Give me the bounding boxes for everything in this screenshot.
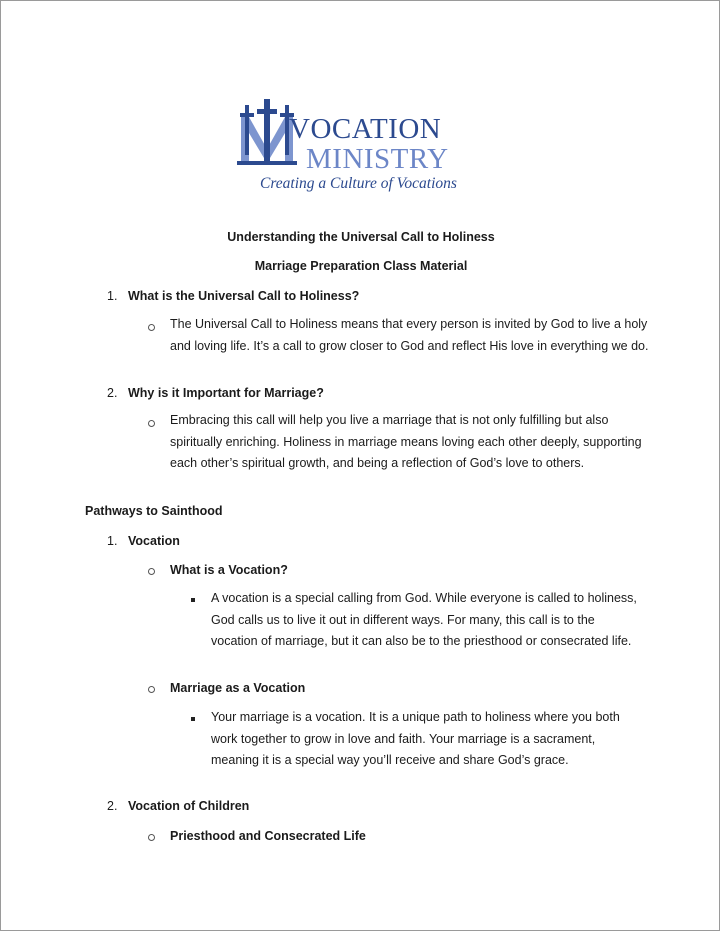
what-is-vocation-body: A vocation is a special calling from God. While everyone is called to holiness, God calls us to live it out in different ways. For many, this call is to the vocation of marriage, but it can also be to the priesthood or consecrated life. (211, 591, 637, 648)
vocation-ministry-logo (237, 97, 497, 197)
subheading-marriage-as-vocation: Marriage as a Vocation (170, 681, 306, 695)
section-2-body: Embracing this call will help you live a marriage that is not only fulfilling but also spiritually enriching. Holiness in marriage means loving each other deeply, supporting each other’s spiritual growth, and being a reflection of God’s love to others. (170, 413, 642, 470)
circle-bullet-icon (148, 686, 155, 693)
section-1-body: The Universal Call to Holiness means that every person is invited by God to live a holy and loving life. It’s a call to grow closer to God and reflect His love in everything we do. (170, 317, 649, 353)
marriage-as-vocation-body: Your marriage is a vocation. It is a unique path to holiness where you both work together to grow in love and faith. Your marriage is a sacrament, meaning it is a special way you’ll receive and share God’s grace. (211, 710, 620, 767)
section-1-heading: What is the Universal Call to Holiness? (128, 289, 360, 303)
square-bullet-icon (191, 598, 195, 602)
pathway-1-number: 1. (107, 534, 118, 548)
cross-m-logo-icon (237, 97, 297, 175)
pathway-1-heading: Vocation (128, 534, 180, 548)
section-1-number: 1. (107, 289, 118, 303)
subheading-what-is-vocation: What is a Vocation? (170, 563, 288, 577)
logo-word-ministry: MINISTRY (306, 143, 449, 175)
circle-bullet-icon (148, 420, 155, 427)
section-2-heading: Why is it Important for Marriage? (128, 386, 324, 400)
pathway-2-number: 2. (107, 799, 118, 813)
square-bullet-icon (191, 717, 195, 721)
document-title: Understanding the Universal Call to Holiness (227, 230, 495, 244)
section-2-number: 2. (107, 386, 118, 400)
pathway-2-heading: Vocation of Children (128, 799, 250, 813)
logo-word-vocation: VOCATION (289, 113, 442, 145)
circle-bullet-icon (148, 568, 155, 575)
subheading-priesthood: Priesthood and Consecrated Life (170, 829, 366, 843)
logo-tagline: Creating a Culture of Vocations (260, 175, 457, 192)
circle-bullet-icon (148, 324, 155, 331)
document-subtitle: Marriage Preparation Class Material (254, 259, 468, 273)
pathways-heading: Pathways to Sainthood (85, 504, 223, 518)
circle-bullet-icon (148, 834, 155, 841)
